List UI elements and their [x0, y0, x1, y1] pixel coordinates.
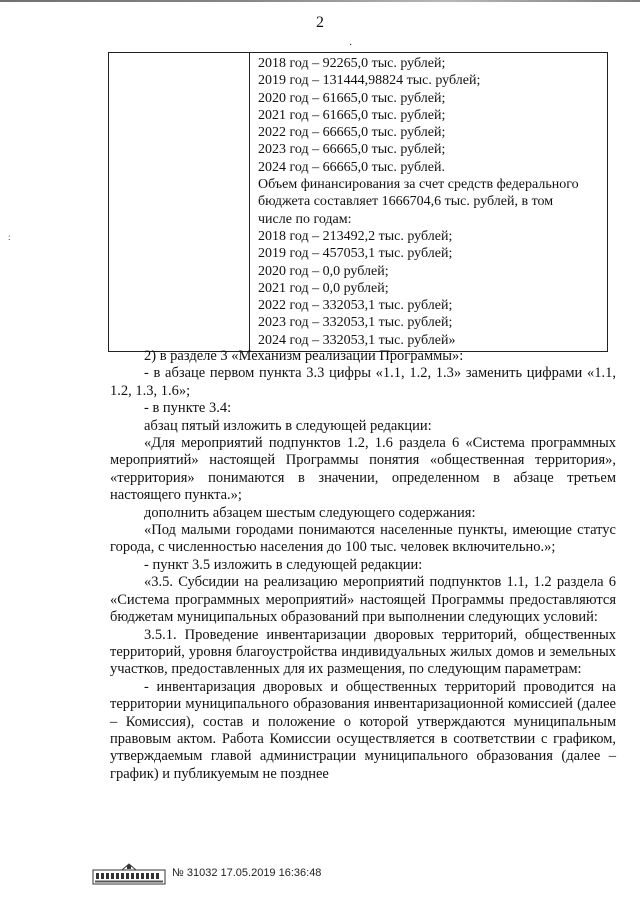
funding-lines — [258, 55, 601, 349]
paragraph: абзац пятый изложить в следующей редакции: — [144, 417, 432, 434]
document-footer — [92, 862, 392, 890]
funding-line: 2024 год – 66665,0 тыс. рублей. — [258, 159, 445, 175]
funding-line: бюджета составляет 1666704,6 тыс. рублей, в том — [258, 194, 554, 210]
funding-line: 2018 год – 92265,0 тыс. рублей; — [258, 56, 446, 71]
page-number: 2 — [316, 14, 324, 31]
document-stamp: № 31032 17.05.2019 16:36:48 — [172, 867, 322, 879]
registry-logo-icon — [92, 862, 166, 886]
funding-line: числе по годам: — [258, 211, 352, 227]
paragraph: «3.5. Субсидии на реализацию мероприятий подпунктов 1.1, 1.2 раздела 6 «Система программных мероприятий» настоящей Программы предоставляются бюджетам муниципальных образований при выполнении следующих условий: — [110, 574, 616, 626]
paragraph: - инвентаризация дворовых и общественных территорий проводится на территории муниципального образования инвентаризационной комиссией (далее – Комиссия), состав и положение о которой утверждаются муниципальным правовым актом. Работа Комиссии осуществляется в соответствии с графиком, утверждаемым главой администрации муниципального образования (далее – график) и публикуемым не позднее — [110, 678, 616, 782]
paragraph: - в пункте 3.4: — [144, 400, 232, 417]
paragraph: «Для мероприятий подпунктов 1.2, 1.6 раздела 6 «Система программных мероприятий» настоящей Программы понятия «общественная территория», «территория» понимаются в значении, определенном в абзаце третьем настоящего пункта.»; — [110, 435, 616, 504]
funding-line: 2021 год – 0,0 рублей; — [258, 280, 389, 296]
funding-line: 2018 год – 213492,2 тыс. рублей; — [258, 228, 453, 244]
funding-line: 2023 год – 66665,0 тыс. рублей; — [258, 142, 446, 158]
funding-line: 2022 год – 66665,0 тыс. рублей; — [258, 125, 446, 141]
funding-line: 2023 год – 332053,1 тыс. рублей; — [258, 315, 453, 331]
funding-line: 2024 год – 332053,1 тыс. рублей» — [258, 332, 456, 348]
paragraph: - в абзаце первом пункта 3.3 цифры «1.1, 1.2, 1.3» заменить цифрами «1.1, 1.2, 1.3, 1.6»; — [110, 365, 616, 399]
paragraph: дополнить абзацем шестым следующего содержания: — [144, 504, 476, 521]
paragraph: - пункт 3.5 изложить в следующей редакции: — [144, 556, 423, 573]
funding-row — [109, 53, 608, 352]
funding-label-cell — [109, 53, 250, 352]
paragraph: 3.5.1. Проведение инвентаризации дворовых территорий, общественных территорий, уровня благоустройства индивидуальных жилых домов и земельных участков, предоставленных для их размещения, по следующим параметрам: — [110, 626, 616, 678]
paragraph: «Под малыми городами понимаются населенные пункты, имеющие статус города, с численностью населения до 100 тыс. человек включительно.»; — [110, 522, 616, 556]
funding-line: 2022 год – 332053,1 тыс. рублей; — [258, 298, 453, 314]
scan-edge — [0, 0, 640, 2]
document-body — [110, 348, 616, 783]
funding-value-cell — [250, 53, 608, 352]
funding-table — [108, 52, 608, 352]
funding-line: 2021 год – 61665,0 тыс. рублей; — [258, 107, 446, 123]
margin-mark: : — [8, 232, 11, 242]
funding-line: 2019 год – 131444,98824 тыс. рублей; — [258, 73, 481, 89]
funding-line: 2020 год – 61665,0 тыс. рублей; — [258, 90, 446, 106]
paragraph: 2) в разделе 3 «Механизм реализации Программы»: — [144, 348, 464, 364]
funding-line: 2019 год – 457053,1 тыс. рублей; — [258, 246, 453, 262]
funding-line: Объем финансирования за счет средств федерального — [258, 177, 579, 193]
scan-dot: · — [349, 40, 353, 51]
funding-line: 2020 год – 0,0 рублей; — [258, 263, 389, 279]
